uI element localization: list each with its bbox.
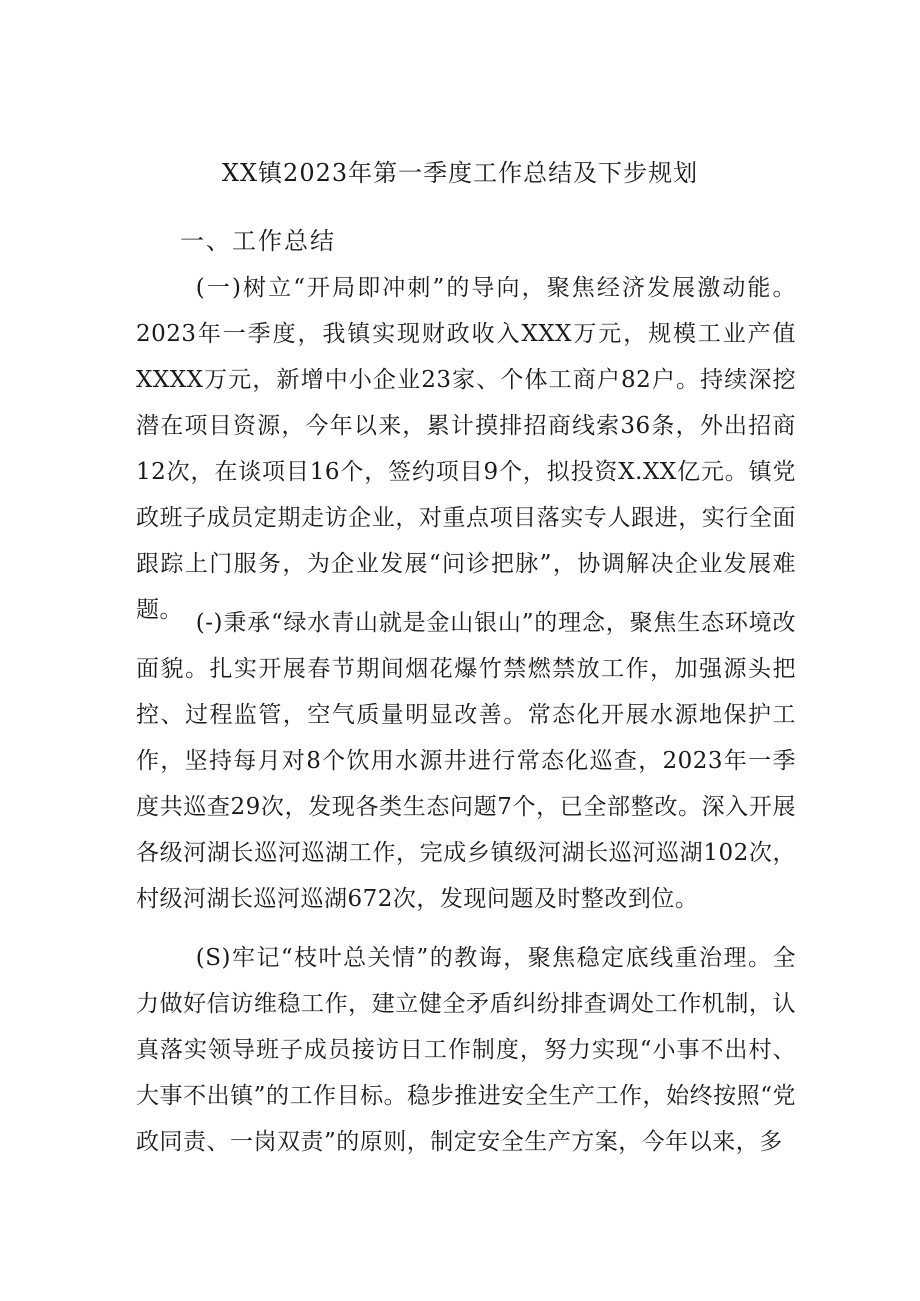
section-heading: 一、工作总结	[180, 227, 336, 255]
paragraph-ecology: (-)秉承“绿水青山就是金山银山”的理念，聚焦生态环境改面貌。扎实开展春节期间烟花爆竹禁燃禁放工作，加强源头把控、过程监管，空气质量明显改善。常态化开展水源地保护工作，坚持每月对8个饮用水源井进行常态化巡查，2023年一季度共巡查29次，发现各类生态问题7个，已全部整改。深入开展各级河湖长巡河巡湖工作，完成乡镇级河湖长巡河巡湖102次，村级河湖长巡河巡湖672次，发现问题及时整改到位。	[136, 610, 796, 912]
paragraph-stability: (S)牢记“枝叶总关情”的教诲，聚焦稳定底线重治理。全力做好信访维稳工作，建立健全矛盾纠纷排查调处工作机制，认真落实领导班子成员接访日工作制度，努力实现“小事不出村、大事不出镇”的工作目标。稳步推进安全生产工作，始终按照“党政同责、一岗双责”的原则，制定安全生产方案，今年以来，多	[136, 945, 796, 1155]
paragraph-economy: (一)树立“开局即冲刺”的导向，聚焦经济发展激动能。2023年一季度，我镇实现财政收入XXX万元，规模工业产值XXXX万元，新增中小企业23家、个体工商户82户。持续深挖潜在项目资源，今年以来，累计摸排招商线索36条，外出招商12次，在谈项目16个，签约项目9个，拟投资X.XX亿元。镇党政班子成员定期走访企业，对重点项目落实专人跟进，实行全面跟踪上门服务，为企业发展“问诊把脉”，协调解决企业发展难题。	[136, 275, 796, 623]
document-title: XX镇2023年第一季度工作总结及下步规划	[221, 159, 699, 187]
